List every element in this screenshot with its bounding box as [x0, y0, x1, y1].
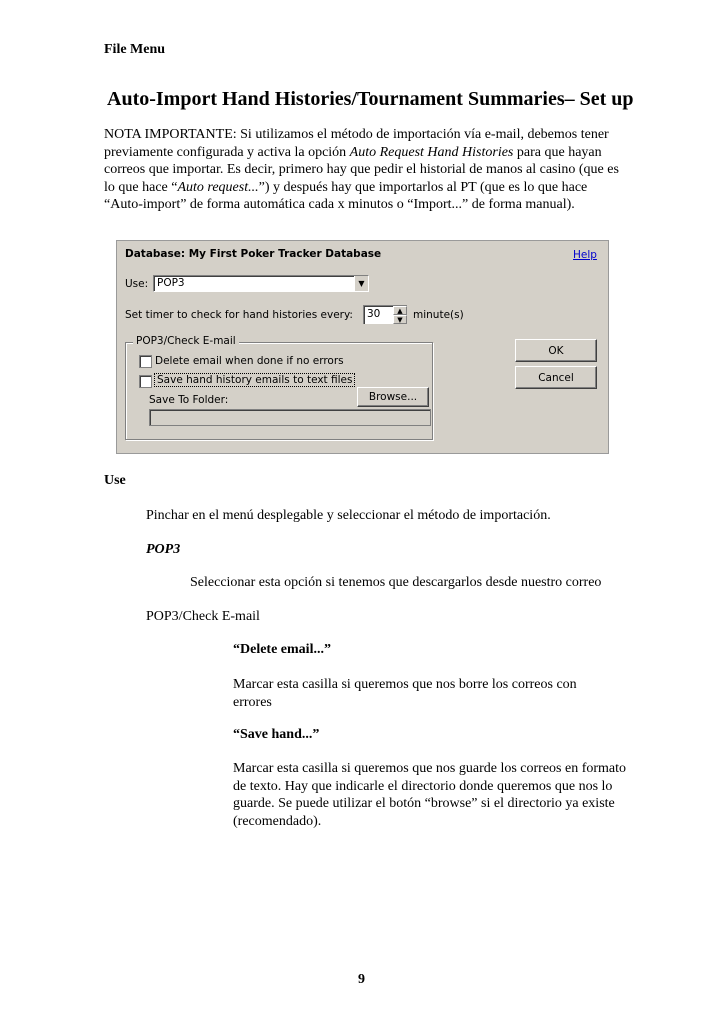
- page-header: File Menu: [104, 42, 166, 57]
- intro-emphasis-1: Auto Request Hand Histories: [349, 144, 514, 160]
- use-select-value: POP3: [157, 277, 185, 289]
- cancel-button[interactable]: Cancel: [515, 366, 597, 389]
- delete-email-label[interactable]: Delete email when done if no errors: [155, 355, 344, 367]
- intro-text-1: NOTA IMPORTANTE: Si utilizamos el método de importación vía e-mail, debemos tener previamente configurada y activa la opción: [104, 127, 609, 160]
- page-title: Auto-Import Hand Histories/Tournament Summaries– Set up: [107, 88, 634, 110]
- spin-up-icon[interactable]: ▲: [393, 306, 407, 315]
- timer-value: 30: [367, 308, 381, 320]
- intro-text-3: ”) y después hay que importarlos al PT (que es lo que hace “Auto-import” de forma automática cada x minutos o “Import...” de forma manual).: [104, 179, 588, 212]
- timer-spinner[interactable]: [363, 305, 407, 324]
- page-number: 9: [358, 972, 365, 987]
- save-heading: “Save hand...”: [233, 727, 320, 742]
- delete-heading: “Delete email...”: [233, 642, 331, 657]
- save-emails-label[interactable]: Save hand history emails to text files: [157, 374, 353, 386]
- save-text: Marcar esta casilla si queremos que nos guarde los correos en formato de texto. Hay que indicarle el directorio donde queremos que nos lo guarde. Se puede utilizar el botón “browse” si el directorio ya existe (recomendado).: [233, 761, 627, 829]
- dialog-title: Database: My First Poker Tracker Database: [125, 248, 382, 260]
- chevron-down-icon[interactable]: ▼: [354, 276, 368, 291]
- help-link[interactable]: Help: [573, 249, 597, 261]
- timer-label: Set timer to check for hand histories every:: [125, 309, 353, 321]
- delete-email-checkbox[interactable]: [139, 355, 152, 368]
- intro-text-2: para que hayan correos que importar. Es decir, primero hay que pedir el historial de manos al casino (que es lo que hace “: [104, 144, 619, 195]
- group-title: POP3/Check E-mail: [133, 335, 239, 347]
- pop3check-heading: POP3/Check E-mail: [146, 609, 260, 624]
- save-folder-label: Save To Folder:: [149, 394, 229, 406]
- save-folder-field[interactable]: [149, 409, 431, 426]
- timer-unit-label: minute(s): [413, 309, 464, 321]
- use-select[interactable]: [153, 275, 369, 292]
- ok-button[interactable]: OK: [515, 339, 597, 362]
- browse-button[interactable]: Browse...: [357, 387, 429, 407]
- use-text: Pinchar en el menú desplegable y seleccionar el método de importación.: [146, 508, 551, 523]
- intro-emphasis-2: Auto request...: [177, 179, 259, 195]
- pop3-text: Seleccionar esta opción si tenemos que descargarlos desde nuestro correo: [190, 575, 602, 590]
- spin-down-icon[interactable]: ▼: [393, 315, 407, 324]
- pop3-heading: POP3: [146, 542, 181, 557]
- delete-text: Marcar esta casilla si queremos que nos borre los correos con errores: [233, 677, 577, 710]
- save-emails-checkbox[interactable]: [139, 375, 152, 388]
- use-label: Use:: [125, 278, 149, 290]
- intro-paragraph: [104, 126, 624, 214]
- settings-dialog: [116, 240, 609, 454]
- use-heading: Use: [104, 473, 126, 488]
